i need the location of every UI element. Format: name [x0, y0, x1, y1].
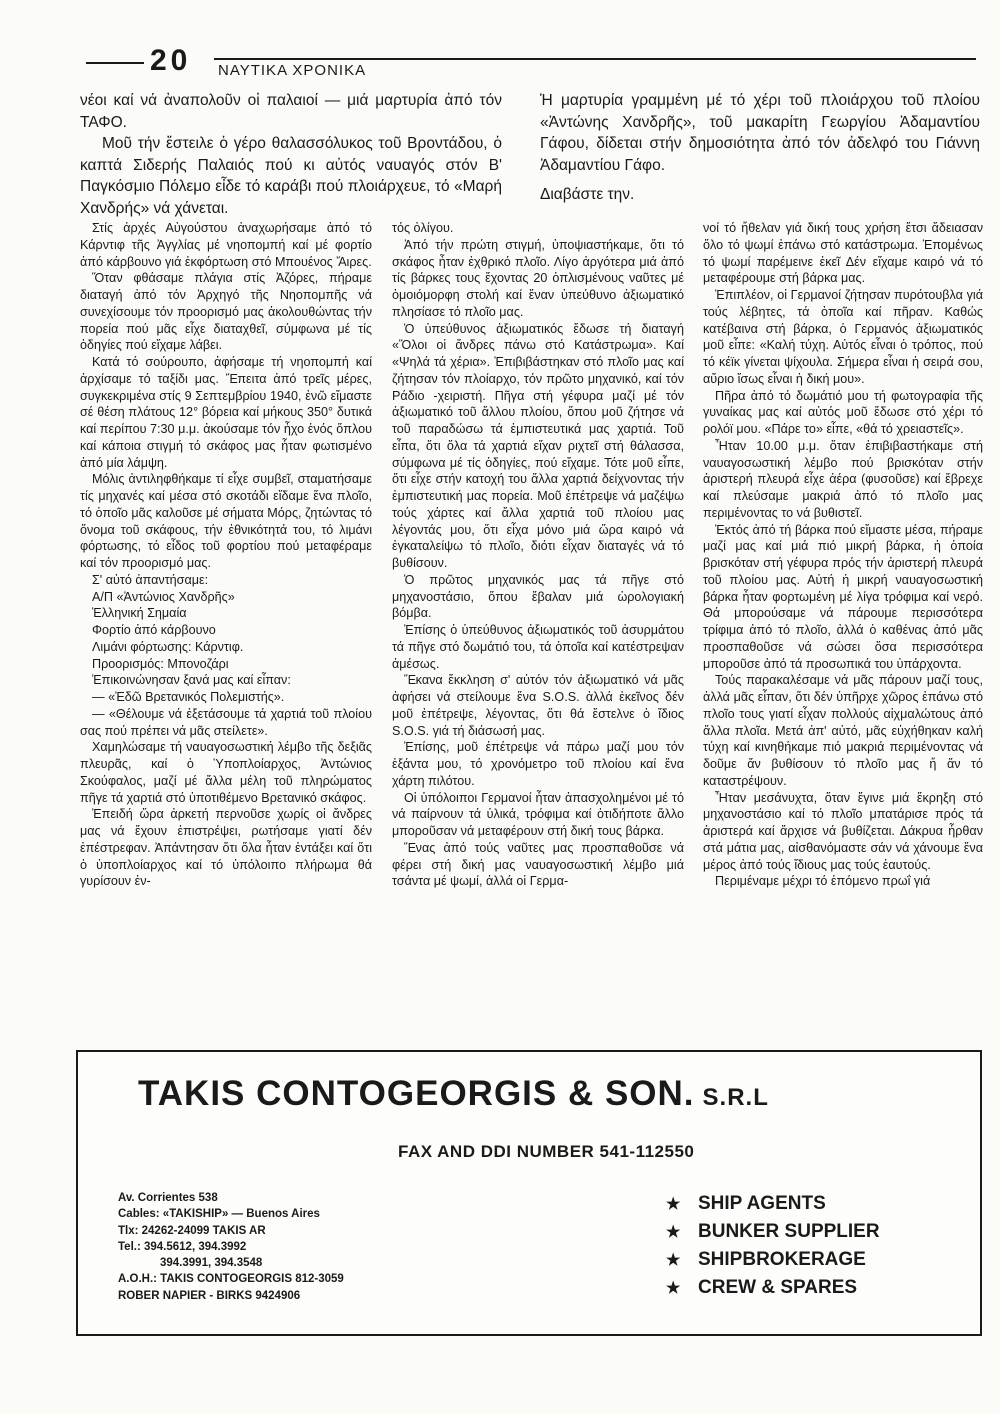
paragraph: Ἐπειδή ὥρα ἀρκετή περνοῦσε χωρίς οἱ ἄνδρες μας νά ἔχουν ἐπιστρέψει, ρωτήσαμε γιατί δέν ἐπέστρεφαν. Ἀπάντησαν ὅτι ὅλα ἦταν ἐντάξει καί ὅτι ὁ ὑποπλοίαρχος καί τό ὑπόλοιπο πλήρωμα θά γυρίσουν ἐν- — [80, 807, 372, 889]
contact-cables: Cables: «TAKISHIP» — Buenos Aires — [118, 1208, 320, 1221]
paragraph: Στίς ἀρχές Αὐγούστου ἀναχωρήσαμε ἀπό τό Κάρντιφ τῆς Ἀγγλίας μέ νηοπομπή καί μέ φορτίο ἀπό κάρβουνο γιά ἐκφόρτωση στό Μπουένος Ἄιρες. — [80, 221, 372, 269]
reply-line: Φορτίο ἀπό κάρβουνο — [92, 623, 216, 637]
service-label: SHIP AGENTS — [698, 1193, 826, 1214]
paragraph: Ὅταν φθάσαμε πλάγια στίς Ἀζόρες, πήραμε διαταγή ἀπό τόν Ἀρχηγό τῆς Νηοπομπῆς νά συνεχίσουμε τόν προορισμό μας ἀκολουθώντας τήν πορεία πού μᾶς εἶχε διαταχθεῖ, σύμφωνα μέ τίς ὁδηγίες πού εἴχαμε λάβει. — [80, 271, 372, 353]
paragraph: Μόλις ἀντιληφθήκαμε τί εἶχε συμβεῖ, σταματήσαμε τίς μηχανές καί μέσα στό σκοτάδι εἴδαμε ἕνα πλοῖο, τό ὁποῖο μᾶς καλοῦσε μέ σήματα Μόρς, ζητώντας τό ὄνομα τοῦ σκάφους, τήν ἐθνικότητά του, τό λιμάνι φόρτωσης, τό εἶδος τοῦ φορτίου πού μεταφέραμε καί τόν προορισμό μας. — [80, 472, 372, 570]
reply-line: Ἑλληνική Σημαία — [92, 606, 187, 621]
paragraph: Πῆρα ἀπό τό δωμάτιό μου τή φωτογραφία τῆς γυναίκας μας καί αὐτός μοῦ ἔδωσε στό χέρι τό ρολόϊ μου. «Πάρε το» εἶπε, «θά τό χρειαστεῖς». — [703, 388, 983, 436]
ad-contact-block — [118, 1190, 344, 1304]
article-column-2 — [392, 220, 684, 890]
paragraph: Περιμέναμε μέχρι τό ἑπόμενο πρωΐ γιά — [715, 874, 931, 889]
paragraph: Ἦταν μεσάνυχτα, ὅταν ἔγινε μιά ἔκρηξη στό μηχανοστάσιο καί τό πλοῖο μπατάρισε πρός τά ἀριστερά καί ἄρχισε νά βυθίζεται. Δάκρυα ἦρθαν στά μάτια μας, αἰσθανόμαστε σάν νά χάνουμε ἕνα μέρος ἀπό τούς ἴδιους μας τούς ἑαυτούς. — [703, 790, 983, 872]
paragraph: Ἐπιπλέον, οἱ Γερμανοί ζήτησαν πυρότουβλα γιά τούς λέβητες, τά ὁποῖα καί πῆραν. Καθώς κατέβαινα στή βάρκα, ὁ Γερμανός ἀξιωματικός μοῦ εἶπε: «Καλή τύχη. Αὐτός εἶναι ὁ τρόπος, πού τό κέϊκ γίνεται ψίχουλα. Σήμερα εἶναι ἡ σειρά σου, αὔριο ἴσως εἶναι ἡ δική μου». — [703, 288, 983, 386]
page-number: 20 — [150, 44, 192, 77]
paragraph: Τούς παρακαλέσαμε νά μᾶς πάρουν μαζί τους, ἀλλά μᾶς εἶπαν, ὅτι δέν ὑπῆρχε χῶρος ἐπάνω στό πλοῖο τους γιατί εἶχαν πολλούς αἰχμαλώτους ἀπό ἄλλα πλοῖα. Μετά ἀπ' αὐτό, μᾶς εὐχήθηκαν καλή τύχη καί κινηθήκαμε πιό μακριά περιμένοντας νά δοῦμε ἄν βυθίσουν τό πλοῖο μας ἤ ἄν τό καταστρέψουν. — [703, 673, 983, 788]
company-suffix: S.R.L — [702, 1084, 769, 1111]
star-icon: ★ — [666, 1224, 681, 1241]
service-item — [666, 1218, 880, 1246]
ad-fax-number: FAX AND DDI NUMBER 541-112550 — [398, 1142, 695, 1161]
paragraph: Σ' αὐτό ἀπαντήσαμε: — [92, 572, 209, 587]
reply-line: Α/Π «Ἀντώνιος Χανδρῆς» — [92, 589, 235, 604]
article-column-1 — [80, 220, 372, 890]
paragraph: νοί τό ἤθελαν γιά δική τους χρήση ἔτσι ἄδειασαν ὅλο τό ψωμί ἐπάνω στό κατάστρωμα. Ἐπομένως τό ψωμί παρέμεινε ἐκεῖ Δέν εἴχαμε καιρό νά τό μεταφέρουμε στή βάρκα μας. — [703, 221, 983, 286]
ad-services-list — [666, 1190, 880, 1302]
star-icon: ★ — [666, 1252, 681, 1269]
company-name: TAKIS CONTOGEORGIS & SON. — [138, 1074, 695, 1113]
paragraph: Ἦταν 10.00 μ.μ. ὅταν ἐπιβιβαστήκαμε στή ναυαγοσωστική λέμβο πού βρισκόταν στήν ἀριστερή πλευρά εἶχε ἀέρα (φυσοῦσε) καί ἔβρεχε καί πλεύσαμε μακριά ἀπό τό πλοῖο μας περιμένοντας το νά βυθιστεῖ. — [703, 438, 983, 520]
intro-paragraph: Ἡ μαρτυρία γραμμένη μέ τό χέρι τοῦ πλοιάρχου τοῦ πλοίου «Ἀντώνης Χανδρῆς», τοῦ μακαρίτη Γεωργίου Ἀδαμαντίου Γάφου, δίδεται στήν δημοσιότητα ἀπό τόν ἀδελφό του Γιάννη Ἀδαμαντίου Γάφο. — [540, 92, 980, 174]
contact-telephone: Tel.: 394.5612, 394.3992 — [118, 1240, 247, 1253]
contact-telephone-continued: 394.3991, 394.3548 — [160, 1257, 263, 1270]
paragraph: Ἐκτός ἀπό τή βάρκα πού εἴμαστε μέσα, πήραμε μαζί μας καί μιά πιό μικρή βάρκα, ἡ ὁποία βρισκόταν στή γέφυρα πρός τήν ἀριστερή πλευρά τοῦ πλοίου μας. Αὐτή ἡ μικρή ναυαγοσωστική βάρκα ἦταν φορτωμένη μέ λίγα τρόφιμα καί νερό. Θά μπορούσαμε νά πάρουμε περισσότερα τρίφιμα ἀπό τό πλοῖο, ἀλλά ὁ καθένας ἀπό μᾶς προσπαθοῦσε νά σώσει ὅσα περισσότερα μποροῦσε ἀπό τά προσωπικά του ὑπάρχοντα. — [703, 522, 983, 671]
intro-right — [540, 90, 980, 206]
service-item — [666, 1274, 880, 1302]
intro-read-it: Διαβάστε την. — [540, 186, 635, 203]
service-item — [666, 1190, 880, 1218]
paragraph: Οἱ ὑπόλοιποι Γερμανοί ἦταν ἀπασχολημένοι μέ τό νά παίρνουν τά ὑλικά, τρόφιμα καί ὁτιδήποτε ἄλλο μποροῦσαν νά μεταφέρουν στή δική τους βάρκα. — [392, 790, 684, 838]
service-label: BUNKER SUPPLIER — [698, 1221, 880, 1242]
reply-line: Προορισμός: Μπονοζάρι — [92, 656, 229, 671]
paragraph: Ἐπικοινώνησαν ξανά μας καί εἶπαν: — [92, 673, 291, 688]
paragraph: Ἕνας ἀπό τούς ναῦτες μας προσπαθοῦσε νά φέρει στή δική μας ναυαγοσωστική λέμβο μιά τσάντα μέ ψωμί, ἀλλά οἱ Γερμα- — [392, 840, 684, 889]
paragraph: Ἀπό τήν πρώτη στιγμή, ὑποψιαστήκαμε, ὅτι τό σκάφος ἦταν ἐχθρικό πλοῖο. Λίγο ἀργότερα μιά ἀπό τίς βάρκες τους ἔχοντας 20 ὁπλισμένους ναῦτες μέ ὁμοιόμορφη στολή καί ἕναν ὑπεύθυνο ἀξιωματικό πλησίασε τό πλοῖο μας. — [392, 237, 684, 319]
service-label: CREW & SPARES — [698, 1277, 858, 1298]
star-icon: ★ — [666, 1196, 681, 1213]
intro-left — [80, 90, 502, 219]
paragraph: Ὁ ὑπεύθυνος ἀξιωματικός ἔδωσε τή διαταγή «Ὅλοι οἱ ἄνδρες πάνω στό Κατάστρωμα». Καί «Ψηλά τά χέρια». Ἐπιβιβάστηκαν στό πλοῖο μας καί ζήτησαν τόν πλοίαρχο, τόν πρῶτο μηχανικό, καί τόν Ράδιο -χειριστή. Πῆγα στή γέφυρα μαζί μέ τόν ἀξιωματικό τοῦ ἄλλου πλοίου, ὅπου μοῦ ζήτησε νά τοῦ παραδώσω τά ἐμπιστευτικά μας χαρτιά. Τοῦ εἶπα, ὅτι ὅλα τά χαρτιά εἴχαν ριχτεῖ στή θάλασσα, σύμφωνα μέ τίς ὁδηγίες, πού εἴχαμε. Τότε μοῦ εἶπε, ὅτι εἶχε στήν κατοχή του ἄλλα χαρτιά δείχνοντας τήν ἐμπιστευτική μας πορεία. Μοῦ ἐπέτρεψε νά μαζέψω τούς χάρτες καί ἄλλα χαρτιά τοῦ πλοίου μας λέγοντάς μου, ὅτι εἶχα μόνο μιά ὥρα καιρό νά ἐγκαταλείψω τό πλοῖο, διότι εἶχαν διαταγές νά τό βυθίσουν. — [392, 321, 684, 570]
intro-paragraph: νέοι καί νά ἀναπολοῦν οἱ παλαιοί — μιά μαρτυρία ἀπό τόν ΤΑΦΟ. — [80, 92, 502, 131]
star-icon: ★ — [666, 1280, 681, 1297]
paragraph: Κατά τό σούρουπο, ἀφήσαμε τή νηοπομπή καί ἀρχίσαμε τό ταξίδι μας. Ἔπειτα ἀπό τρεῖς μέρες, συγκεκριμένα στίς 9 Σεπτεμβρίου 1940, ἐνῶ εἴμαστε σέ θέση πλάτους 12° βόρεια καί μήκους 350° δυτικά καί περίπου 7:30 μ.μ. ἀκούσαμε τόν ἦχο ἑνός ὅπλου καί κάποια στιγμή τό σκάφος μας ἦταν φωτισμένο ἀπό μία λάμψη. — [80, 355, 372, 470]
article-column-3 — [703, 220, 983, 890]
dialogue-line: — «Ἐδῶ Βρετανικός Πολεμιστής». — [92, 690, 285, 704]
reply-line: Λιμάνι φόρτωσης: Κάρντιφ. — [92, 639, 244, 654]
paragraph: Ἔκανα ἔκκληση σ' αὐτόν τόν ἀξιωματικό νά μᾶς ἀφήσει νά στείλουμε ἕνα S.O.S. ἀλλά ἐκεῖνος δέν μοῦ ἐπέτρεψε, λέγοντας, ὅτι θά ἔστελνε ὁ ἴδιος S.O.S. γιά τή διάσωσή μας. — [392, 673, 684, 738]
paragraph: Ἐπίσης ὁ ὑπεύθυνος ἀξιωματικός τοῦ ἀσυρμάτου τά πῆγε στό δωμάτιό του, τά ὁποῖα καί κατέστρεψαν ἀμέσως. — [392, 623, 684, 671]
service-label: SHIPBROKERAGE — [698, 1249, 866, 1270]
intro-paragraph: Μοῦ τήν ἔστειλε ὁ γέρο θαλασσόλυκος τοῦ Βροντάδου, ὁ καπτά Σιδερής Παλαιός πού κι αὐτός ναυαγός στόν Β' Παγκόσμιο Πόλεμο εἶδε τό καράβι πού πλοιάρχευε, τό «Μαρή Χανδρής» νά χάνεται. — [80, 135, 502, 217]
paragraph: Ὁ πρῶτος μηχανικός μας τά πῆγε στό μηχανοστάσιο, ὅπου ἔβαλαν μιά ὡρολογιακή βόμβα. — [392, 572, 684, 621]
header-rule-left — [86, 62, 144, 64]
contact-after-hours-2: ROBER NAPIER - BIRKS 9424906 — [118, 1289, 301, 1302]
service-item — [666, 1246, 880, 1274]
contact-telex: Tlx: 24262-24099 TAKIS AR — [118, 1224, 266, 1237]
publication-title: ΝΑΥΤΙΚΑ ΧΡΟΝΙΚΑ — [218, 62, 367, 79]
paragraph: τός ὀλίγου. — [392, 221, 454, 235]
advertisement-box — [76, 1050, 982, 1336]
dialogue-line: — «Θέλουμε νά ἐξετάσουμε τά χαρτιά τοῦ πλοίου σας πού πρέπει νά μᾶς στείλετε». — [80, 706, 372, 738]
paragraph: Χαμηλώσαμε τή ναυαγοσωστική λέμβο τῆς δεξιᾶς πλευρᾶς, καί ὁ Ὑποπλοίαρχος, Ἀντώνιος Σκούφαλος, μαζί μέ ἄλλα μέλη τοῦ πληρώματος πῆγε τά χαρτιά στό ὑποτιθέμενο Βρετανικό σκάφος. — [80, 740, 372, 805]
ad-company-name — [138, 1074, 769, 1114]
paragraph: Ἐπίσης, μοῦ ἐπέτρεψε νά πάρω μαζί μου τόν ἑξάντα μου, τό χρονόμετρο τοῦ πλοίου καί ἕνα χάρτη πιλότου. — [392, 740, 684, 788]
header-rule-right — [214, 58, 976, 60]
contact-after-hours: A.O.H.: TAKIS CONTOGEORGIS 812-3059 — [118, 1273, 344, 1286]
contact-address: Av. Corrientes 538 — [118, 1192, 218, 1204]
page-header — [86, 42, 976, 80]
